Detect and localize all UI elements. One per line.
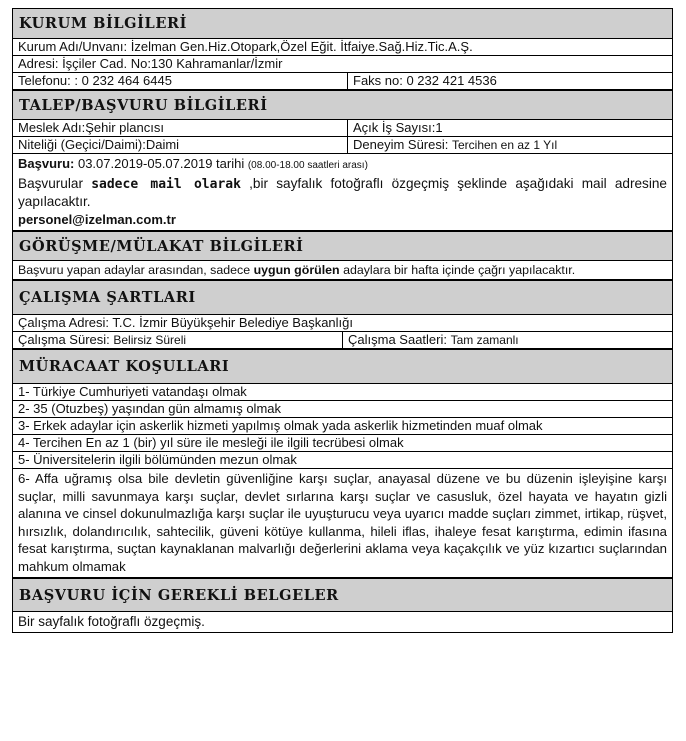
gorusme-text1: Başvuru yapan adaylar arasından, sadece	[18, 263, 254, 277]
job-posting-document	[12, 8, 673, 633]
faks-cell: Faks no: 0 232 421 4536	[353, 73, 497, 88]
gorusme-bold: uygun görülen	[253, 263, 340, 277]
basvuru-tarihi: tarihi	[212, 156, 248, 171]
calisma-adres-row: Çalışma Adresi: T.C. İzmir Büyükşehir Belediye Başkanlığı	[13, 315, 672, 332]
gorusme-row	[13, 261, 672, 280]
kosul-item-4: 4- Tercihen En az 1 (bir) yıl süre ile mesleği ile ilgili tecrübesi olmak	[13, 435, 672, 452]
section-header-talep: TALEP/BAŞVURU BİLGİLERİ	[13, 90, 672, 120]
calisma-saat-cell	[343, 332, 672, 348]
deneyim-value: Tercihen en az 1 Yıl	[451, 138, 558, 152]
calisma-sure-row	[13, 332, 672, 349]
calisma-saat-value: Tam zamanlı	[450, 333, 519, 347]
calisma-sure-cell	[13, 332, 343, 348]
mail-address: personel@izelman.com.tr	[18, 211, 176, 227]
basvuru-text1: Başvurular	[18, 175, 92, 191]
belge-item: Bir sayfalık fotoğraflı özgeçmiş.	[18, 614, 205, 629]
acik-is-cell: Açık İş Sayısı:1	[353, 120, 443, 135]
basvuru-text2: ,bir sayfalık fotoğraflı özgeçmiş şeklinde aşağıdaki mail adresine yapılacaktır.	[18, 175, 667, 209]
basvuru-saat: (08.00-18.00 saatleri arası)	[247, 160, 368, 171]
section-header-muracaat: MÜRACAAT KOŞULLARI	[13, 349, 672, 384]
nitelik-row	[13, 137, 672, 154]
kosul-item-6: 6- Affa uğramış olsa bile devletin güvenliğine karşı suçlar, anayasal düzene ve bu düzenin işleyişine karşı suçlar, milli savunmaya karşı suçlar, devlet sırlarına karşı suçlar ve casusluk, özel hayata ve hayatın gizli alanına ve cinsel dokunulmazlığa karşı suçlar ile uyuşturucu veya uyarıcı madde suçları zimmet, irtikap, rüşvet, hırsızlık, dolandırıcılık, sahtecilik, güveni kötüye kullanma, hileli iflas, ihaleye fesat karıştırma, edimin ifasına fesat karıştırma, suçtan kaynaklanan malvarlığı değerlerini aklama veya kaçakçılık ve yüz kızartıcı suçlarından mahkum olmamak	[13, 469, 672, 578]
section-header-calisma: ÇALIŞMA ŞARTLARI	[13, 280, 672, 315]
basvuru-instructions	[18, 175, 667, 211]
kosul-item-1: 1- Türkiye Cumhuriyeti vatandaşı olmak	[13, 384, 672, 401]
telefon-faks-row	[13, 73, 672, 90]
calisma-sure-label: Çalışma Süresi:	[18, 332, 114, 347]
basvuru-block	[13, 154, 672, 231]
basvuru-dates: 03.07.2019-05.07.2019	[77, 156, 213, 171]
meslek-row	[13, 120, 672, 137]
deneyim-cell	[348, 137, 672, 153]
section-header-gorusme: GÖRÜŞME/MÜLAKAT BİLGİLERİ	[13, 231, 672, 261]
calisma-saat-label: Çalışma Saatleri:	[348, 332, 451, 347]
gorusme-text2: adaylara bir hafta içinde çağrı yapılacaktır.	[339, 263, 576, 277]
calisma-sure-value: Belirsiz Süreli	[113, 333, 187, 347]
telefon-cell: Telefonu: : 0 232 464 6445	[13, 73, 348, 89]
meslek-cell: Meslek Adı:Şehir plancısı	[13, 120, 348, 136]
basvuru-label: Başvuru:	[18, 156, 78, 171]
kurum-adi-row: Kurum Adı/Unvanı: İzelman Gen.Hiz.Otopark,Özel Eğit. İtfaiye.Sağ.Hiz.Tic.A.Ş.	[13, 39, 672, 56]
adres-row: Adresi: İşçiler Cad. No:130 Kahramanlar/İzmir	[13, 56, 672, 73]
basvuru-bold: sadece mail olarak	[91, 176, 241, 192]
section-header-belgeler: BAŞVURU İÇİN GEREKLİ BELGELER	[13, 578, 672, 612]
kosul-item-2: 2- 35 (Otuzbeş) yaşından gün almamış olmak	[13, 401, 672, 418]
basvuru-date-line	[18, 155, 667, 175]
kosul-item-5: 5- Üniversitelerin ilgili bölümünden mezun olmak	[13, 452, 672, 469]
nitelik-cell: Niteliği (Geçici/Daimi):Daimi	[13, 137, 348, 153]
kosul-item-3: 3- Erkek adaylar için askerlik hizmeti yapılmış olmak yada askerlik hizmetinden muaf olmak	[13, 418, 672, 435]
deneyim-label: Deneyim Süresi:	[353, 137, 452, 152]
section-header-kurum: KURUM BİLGİLERİ	[13, 9, 672, 39]
